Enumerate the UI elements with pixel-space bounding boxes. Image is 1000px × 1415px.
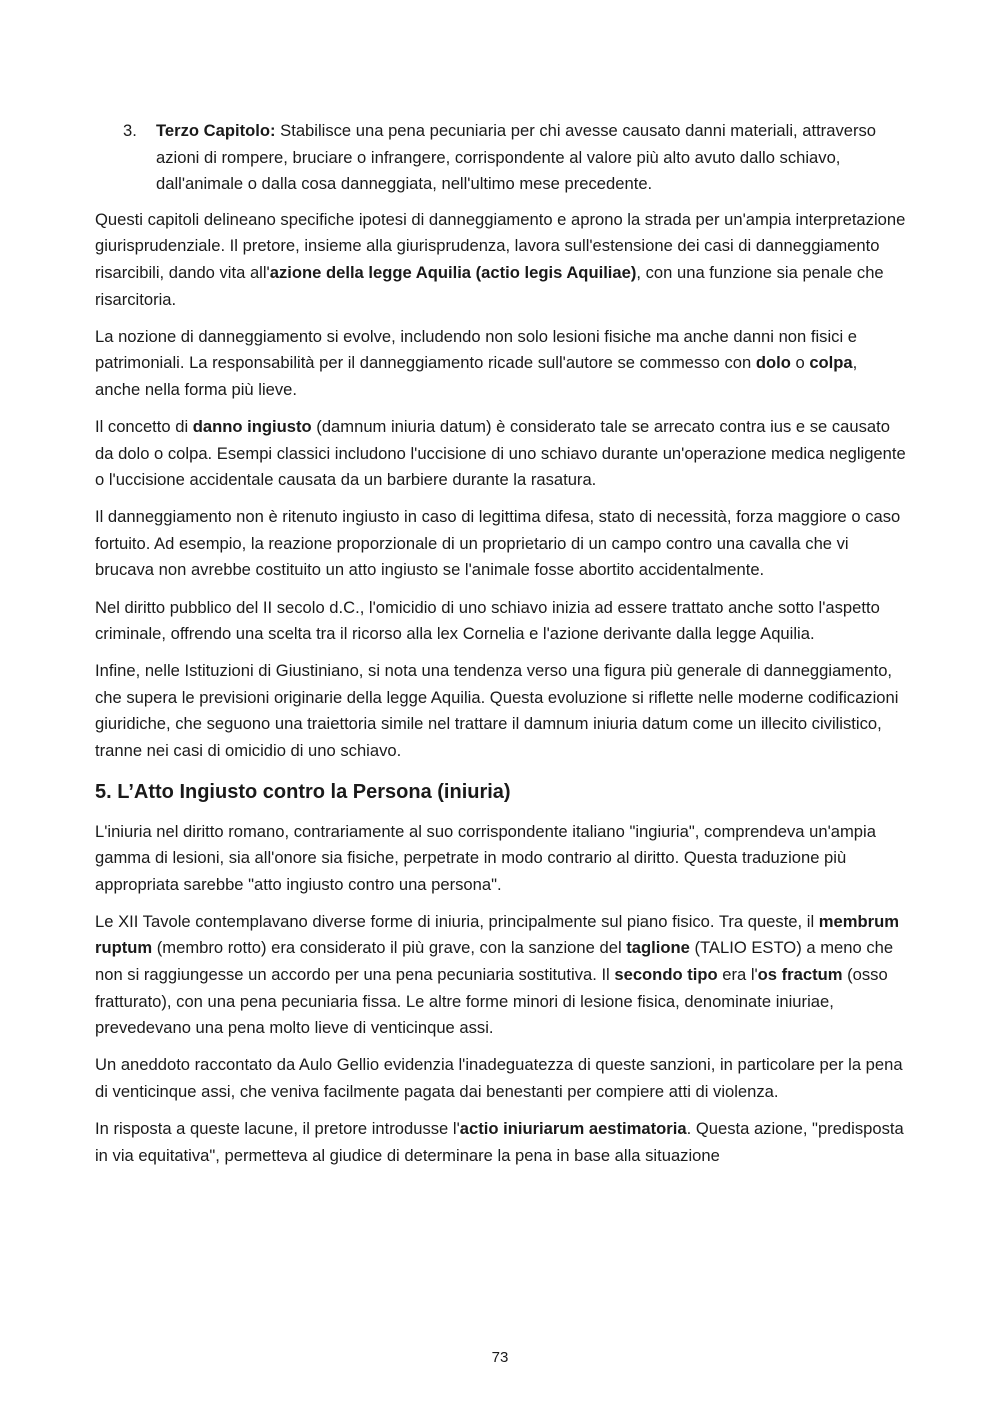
bold-term: taglione — [626, 938, 690, 958]
bold-term: azione della legge Aquilia (actio legis Aquiliae) — [269, 262, 637, 282]
paragraph — [95, 909, 907, 1042]
numbered-list — [95, 118, 907, 198]
bold-term: membrum ruptum — [95, 911, 899, 958]
text-run: Il concetto di — [95, 416, 193, 436]
paragraph — [95, 1116, 907, 1169]
document-body — [95, 118, 907, 1180]
text-run: (TALIO ESTO) a meno che non si raggiungesse un accordo per una pena pecuniaria sostitutiva. Il — [95, 938, 894, 985]
list-number: 3. — [123, 121, 137, 140]
text-run: (osso fratturato), con una pena pecuniaria fissa. Le altre forme minori di lesione fisica, denominate iniuriae, prevedevano una pena molto lieve di venticinque assi. — [95, 965, 888, 1038]
paragraph: L'iniuria nel diritto romano, contrariamente al suo corrispondente italiano "ingiuria", comprendeva un'ampia gamma di lesioni, sia all'onore sia fisiche, perpetrate in modo contrario al diritto. Questa traduzione più appropriata sarebbe "atto ingiusto contro una persona". — [95, 821, 876, 894]
paragraph: Infine, nelle Istituzioni di Giustiniano, si nota una tendenza verso una figura più generale di danneggiamento, che supera le previsioni originarie della legge Aquilia. Questa evoluzione si riflette nelle moderne codificazioni giuridiche, che seguono una traiettoria simile nel trattare il damnum iniuria datum come un illecito civilistico, tranne nei casi di omicidio di uno schiavo. — [95, 661, 899, 760]
paragraph — [95, 324, 907, 404]
bold-term: dolo — [755, 353, 791, 373]
paragraph: Nel diritto pubblico del II secolo d.C., l'omicidio di uno schiavo inizia ad essere trattato anche sotto l'aspetto criminale, offrendo una scelta tra il ricorso alla lex Cornelia e l'azione derivante dalla legge Aquilia. — [95, 597, 880, 644]
bold-term: os fractum — [757, 965, 843, 985]
text-run: o — [790, 353, 810, 373]
text-run: . Questa azione, "predisposta in via equitativa", permetteva al giudice di determinare la pena in base alla situazione — [95, 1119, 904, 1165]
list-item-text: Stabilisce una pena pecuniaria per chi avesse causato danni materiali, attraverso azioni di rompere, bruciare o infrangere, corrispondente al valore più alto avuto dallo schiavo, dall'animale o dalla cosa danneggiata, nell'ultimo mese precedente. — [156, 121, 877, 194]
bold-term: secondo tipo — [614, 965, 718, 985]
bold-term: actio iniuriarum aestimatoria — [459, 1119, 687, 1138]
text-run: era l' — [717, 965, 758, 985]
bold-term: danno ingiusto — [192, 416, 312, 436]
text-run: , con una funzione sia penale che risarcitoria. — [95, 262, 884, 309]
list-item — [95, 118, 907, 198]
paragraph: Un aneddoto raccontato da Aulo Gellio evidenzia l'inadeguatezza di queste sanzioni, in particolare per la pena di venticinque assi, che veniva facilmente pagata dai benestanti per compiere atti di violenza. — [95, 1055, 903, 1101]
bold-term: colpa — [809, 353, 853, 373]
text-run: , anche nella forma più lieve. — [95, 353, 858, 399]
text-run: La nozione di danneggiamento si evolve, includendo non solo lesioni fisiche ma anche danni non fisici e patrimoniali. La responsabilità per il danneggiamento ricade sull'autore se commesso con — [95, 326, 857, 373]
text-run: Le XII Tavole contemplavano diverse forme di iniuria, principalmente sul piano fisico. Tra queste, il — [95, 911, 819, 931]
paragraph — [95, 207, 907, 313]
text-run: In risposta a queste lacune, il pretore introdusse l' — [95, 1119, 460, 1138]
text-run: (damnum iniuria datum) è considerato tale se arrecato contra ius e se causato da dolo o colpa. Esempi classici includono l'uccisione di uno schiavo durante un'operazione medica negligente o l'uccisione accidentale causata da un barbiere durante la rasatura. — [95, 416, 906, 490]
text-run: (membro rotto) era considerato il più grave, con la sanzione del — [152, 938, 627, 958]
text-run: Questi capitoli delineano specifiche ipotesi di danneggiamento e aprono la strada per un'ampia interpretazione giurisprudenziale. Il pretore, insieme alla giurisprudenza, lavora sull'estensione dei casi di danneggiamento risarcibili, dando vita all' — [95, 209, 906, 282]
list-item-title: Terzo Capitolo: — [156, 121, 276, 140]
paragraph — [95, 414, 907, 494]
page-number: 73 — [491, 1349, 509, 1366]
paragraph: Il danneggiamento non è ritenuto ingiusto in caso di legittima difesa, stato di necessità, forza maggiore o caso fortuito. Ad esempio, la reazione proporzionale di un proprietario di un campo contro una cavalla che vi brucava non avrebbe costituito un atto ingiusto se l'animale fosse abortito accidentalmente. — [95, 507, 901, 580]
section-heading: 5. L’Atto Ingiusto contro la Persona (iniuria) — [95, 780, 511, 803]
